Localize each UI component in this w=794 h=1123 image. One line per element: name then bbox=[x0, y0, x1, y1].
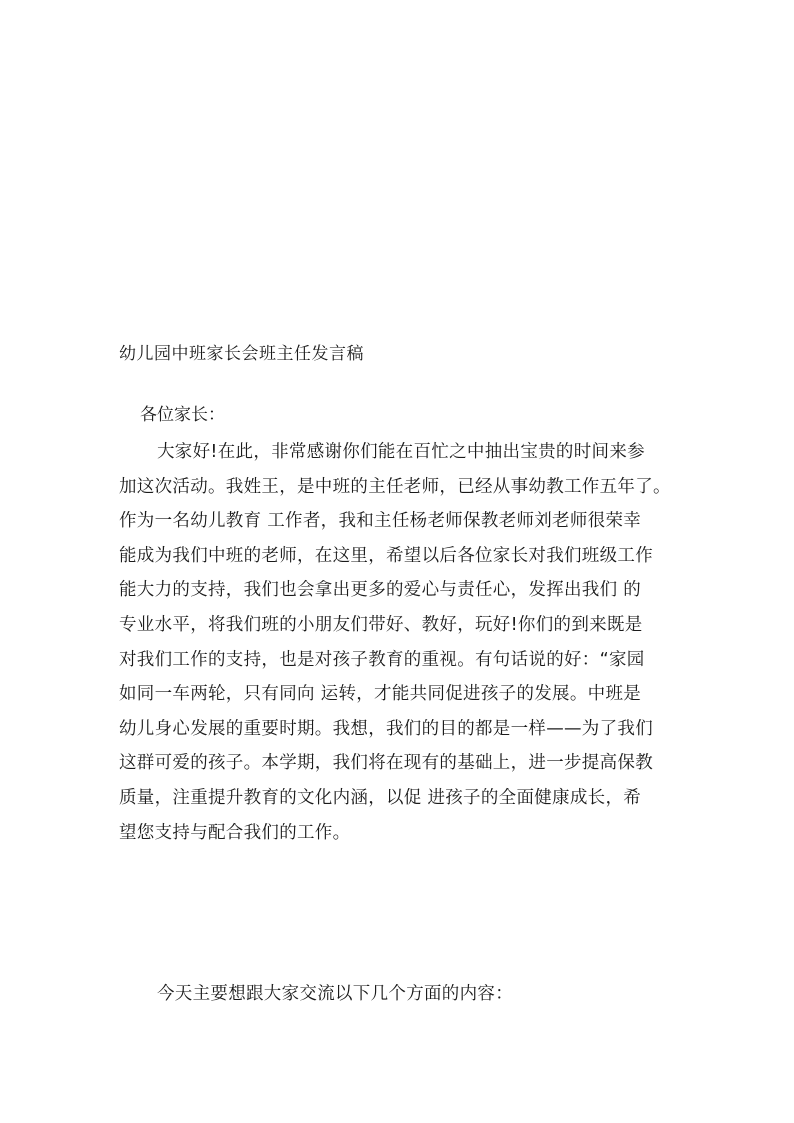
paragraph-line: 能成为我们中班的老师，在这里，希望以后各位家长对我们班级工作 bbox=[119, 545, 653, 566]
paragraph-line: 大家好!在此，非常感谢你们能在百忙之中抽出宝贵的时间来参 bbox=[157, 442, 645, 462]
body-paragraph bbox=[119, 435, 679, 850]
document-title: 幼儿园中班家长会班主任发言稿 bbox=[119, 344, 364, 364]
paragraph-line: 专业水平，将我们班的小朋友们带好、教好，玩好!你们的到来既是 bbox=[119, 614, 643, 635]
paragraph-line: 作为一名幼儿教育 工作者，我和主任杨老师保教老师刘老师很荣幸 bbox=[119, 511, 642, 532]
closing-line: 今天主要想跟大家交流以下几个方面的内容： bbox=[157, 984, 513, 1004]
paragraph-line: 质量，注重提升教育的文化内涵，以促 进孩子的全面健康成长，希 bbox=[119, 787, 642, 808]
paragraph-line: 望您支持与配合我们的工作。 bbox=[119, 822, 351, 843]
paragraph-line: 能大力的支持，我们也会拿出更多的爱心与责任心，发挥出我们 的 bbox=[119, 580, 642, 601]
paragraph-line: 幼儿身心发展的重要时期。我想，我们的目的都是一样——为了我们 bbox=[119, 718, 653, 739]
paragraph-line: 加这次活动。我姓王，是中班的主任老师，已经从事幼教工作五年了。 bbox=[119, 476, 671, 497]
paragraph-line: 这群可爱的孩子。本学期，我们将在现有的基础上，进一步提高保教 bbox=[119, 753, 653, 774]
paragraph-line: 如同一车两轮，只有同向 运转，才能共同促进孩子的发展。中班是 bbox=[119, 684, 642, 705]
salutation: 各位家长： bbox=[140, 405, 225, 425]
paragraph-line: 对我们工作的支持，也是对孩子教育的重视。有句话说的好：“家园 bbox=[119, 649, 645, 670]
